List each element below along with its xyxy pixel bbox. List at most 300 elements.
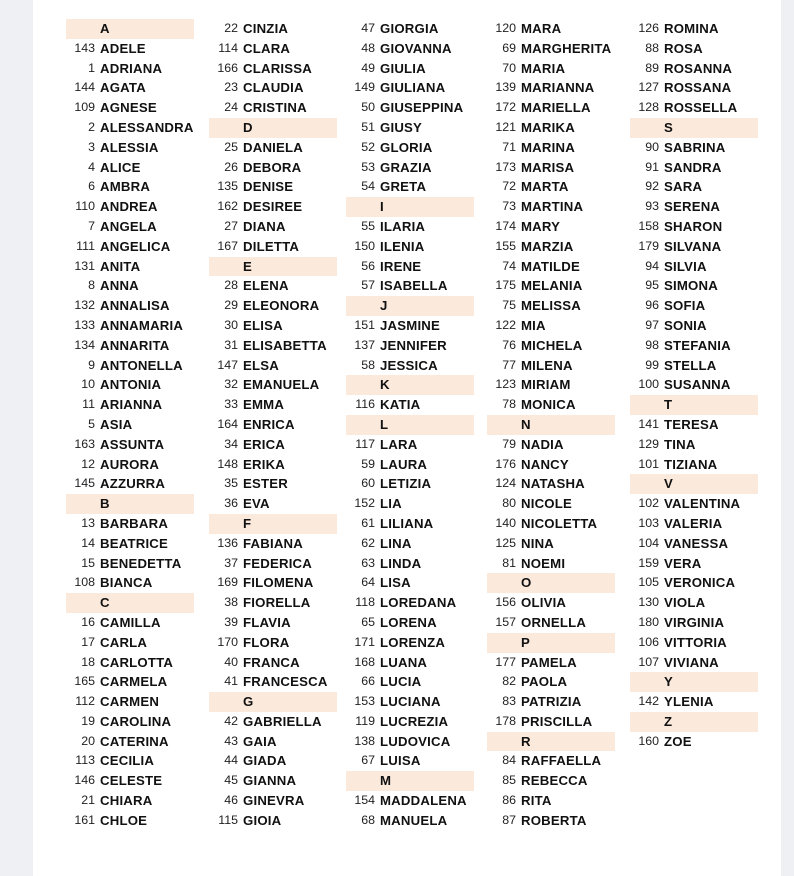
entry-number: 124 [495, 476, 516, 491]
entry-name: LUCIA [380, 674, 422, 690]
entry-number: 45 [224, 773, 238, 788]
entry-name: FLAVIA [243, 614, 291, 630]
entry-name: ANTONELLA [100, 357, 183, 373]
name-entry [209, 158, 337, 178]
entry-number: 164 [217, 416, 238, 431]
name-entry [66, 177, 194, 197]
entry-name: SILVIA [664, 258, 707, 274]
entry-number: 160 [638, 733, 659, 748]
entry-number: 158 [638, 218, 659, 233]
entry-name: CARLOTTA [100, 654, 174, 670]
name-entry [346, 712, 474, 732]
entry-number: 55 [361, 218, 375, 233]
section-letter: L [380, 416, 389, 432]
name-entry [209, 237, 337, 257]
name-entry [346, 257, 474, 277]
entry-number: 43 [224, 733, 238, 748]
entry-name: SIMONA [664, 278, 718, 294]
name-entry [346, 613, 474, 633]
name-entry [630, 237, 758, 257]
entry-name: DESIREE [243, 199, 303, 215]
entry-number: 52 [361, 139, 375, 154]
entry-name: GIORGIA [380, 21, 439, 36]
entry-name: MICHELA [521, 337, 583, 353]
entry-name: CLARISSA [243, 60, 313, 76]
names-column-1 [66, 19, 194, 831]
name-entry [209, 435, 337, 455]
name-entry [487, 316, 615, 336]
entry-name: MARY [521, 218, 561, 234]
entry-name: CECILIA [100, 753, 155, 769]
entry-number: 48 [361, 40, 375, 55]
name-entry [209, 653, 337, 673]
entry-name: GIADA [243, 753, 287, 769]
entry-name: ADELE [100, 40, 146, 56]
entry-name: DEBORA [243, 159, 302, 175]
entry-name: FRANCA [243, 654, 300, 670]
entry-number: 17 [81, 634, 95, 649]
name-entry [487, 257, 615, 277]
entry-number: 72 [502, 179, 516, 194]
name-entry [346, 356, 474, 376]
entry-number: 64 [361, 575, 375, 590]
entry-name: ELENA [243, 278, 289, 294]
entry-name: EVA [243, 496, 270, 512]
entry-number: 8 [88, 278, 95, 293]
entry-number: 22 [224, 21, 238, 35]
section-letter: R [521, 733, 531, 749]
name-entry [209, 455, 337, 475]
letter-section-header [630, 712, 758, 732]
section-letter: O [521, 575, 532, 591]
entry-name: SERENA [664, 199, 721, 215]
name-entry [346, 455, 474, 475]
entry-number: 154 [354, 793, 375, 808]
entry-name: ILENIA [380, 238, 425, 254]
entry-number: 137 [354, 337, 375, 352]
entry-number: 74 [502, 258, 516, 273]
name-entry [209, 712, 337, 732]
entry-number: 93 [645, 199, 659, 214]
entry-name: EMANUELA [243, 377, 320, 393]
name-entry [346, 276, 474, 296]
name-entry [209, 672, 337, 692]
name-entry [209, 395, 337, 415]
entry-name: VIOLA [664, 595, 706, 611]
name-entry [66, 811, 194, 831]
entry-name: ZOE [664, 733, 692, 749]
name-entry [487, 672, 615, 692]
entry-name: ROSSELLA [664, 100, 738, 116]
entry-name: LINA [380, 535, 412, 551]
letter-section-header [630, 474, 758, 494]
entry-number: 24 [224, 100, 238, 115]
entry-number: 34 [224, 436, 238, 451]
name-entry [346, 751, 474, 771]
name-entry [487, 98, 615, 118]
entry-name: FIORELLA [243, 595, 311, 611]
name-entry [66, 296, 194, 316]
section-letter: Y [664, 674, 673, 690]
entry-number: 173 [495, 159, 516, 174]
name-entry [66, 474, 194, 494]
name-entry [209, 177, 337, 197]
entry-name: JENNIFER [380, 337, 447, 353]
entry-name: GIANNA [243, 773, 297, 789]
name-entry [487, 138, 615, 158]
entry-number: 39 [224, 614, 238, 629]
entry-number: 99 [645, 357, 659, 372]
entry-number: 111 [76, 238, 95, 253]
name-entry [630, 177, 758, 197]
letter-section-header [209, 692, 337, 712]
name-entry [209, 751, 337, 771]
letter-section-header [209, 514, 337, 534]
entry-name: LIA [380, 496, 402, 512]
name-entry [346, 534, 474, 554]
entry-number: 101 [638, 456, 659, 471]
entry-name: CARMEN [100, 694, 160, 710]
entry-number: 118 [355, 595, 375, 610]
name-entry [209, 791, 337, 811]
entry-number: 102 [638, 496, 659, 511]
entry-name: LOREDANA [380, 595, 457, 611]
entry-name: MARA [521, 21, 562, 36]
name-entry [66, 415, 194, 435]
name-entry [209, 474, 337, 494]
entry-number: 30 [224, 317, 238, 332]
entry-number: 132 [74, 298, 95, 313]
entry-number: 133 [74, 317, 95, 332]
entry-number: 1 [88, 60, 95, 75]
name-entry [66, 118, 194, 138]
name-entry [209, 633, 337, 653]
entry-number: 59 [361, 456, 375, 471]
name-entry [209, 573, 337, 593]
entry-name: VIRGINIA [664, 614, 725, 630]
entry-number: 78 [502, 397, 516, 412]
entry-name: LISA [380, 575, 411, 591]
name-entry [630, 692, 758, 712]
entry-number: 163 [74, 436, 95, 451]
entry-number: 62 [361, 535, 375, 550]
entry-name: ALESSANDRA [100, 119, 194, 135]
entry-name: ROBERTA [521, 812, 587, 828]
entry-name: AZZURRA [100, 476, 166, 492]
entry-number: 63 [361, 555, 375, 570]
entry-number: 110 [75, 199, 95, 214]
letter-section-header [346, 197, 474, 217]
entry-number: 152 [354, 496, 375, 511]
name-entry [66, 158, 194, 178]
entry-number: 180 [638, 614, 659, 629]
entry-name: PATRIZIA [521, 694, 582, 710]
name-entry [209, 217, 337, 237]
name-entry [630, 276, 758, 296]
entry-name: BENEDETTA [100, 555, 182, 571]
entry-name: LILIANA [380, 515, 434, 531]
entry-number: 176 [495, 456, 516, 471]
entry-name: SARA [664, 179, 703, 195]
entry-name: MIRIAM [521, 377, 571, 393]
entry-name: LARA [380, 436, 418, 452]
entry-number: 85 [502, 773, 516, 788]
entry-name: LINDA [380, 555, 422, 571]
name-entry [630, 554, 758, 574]
name-entry [630, 217, 758, 237]
entry-number: 140 [495, 515, 516, 530]
name-entry [209, 732, 337, 752]
entry-name: ROSA [664, 40, 703, 56]
entry-name: GINEVRA [243, 793, 305, 809]
entry-number: 81 [502, 555, 516, 570]
entry-number: 126 [638, 21, 659, 35]
name-entry [209, 593, 337, 613]
letter-section-header [487, 732, 615, 752]
entry-name: ANTONIA [100, 377, 162, 393]
name-entry [66, 356, 194, 376]
entry-number: 16 [81, 614, 95, 629]
entry-number: 40 [224, 654, 238, 669]
entry-name: VALENTINA [664, 496, 741, 512]
entry-name: ELISA [243, 317, 283, 333]
name-entry [346, 653, 474, 673]
name-entry [487, 395, 615, 415]
name-entry [66, 554, 194, 574]
name-entry [66, 138, 194, 158]
name-entry [487, 158, 615, 178]
entry-number: 161 [74, 812, 95, 827]
entry-number: 131 [74, 258, 95, 273]
entry-number: 149 [354, 80, 375, 95]
entry-name: GIUSY [380, 119, 423, 135]
entry-number: 96 [645, 298, 659, 313]
name-entry [209, 59, 337, 79]
entry-number: 19 [81, 713, 95, 728]
entry-number: 156 [495, 595, 516, 610]
name-entry [487, 118, 615, 138]
entry-number: 88 [645, 40, 659, 55]
entry-number: 32 [224, 377, 238, 392]
entry-name: RAFFAELLA [521, 753, 602, 769]
entry-number: 98 [645, 337, 659, 352]
entry-number: 141 [638, 416, 659, 431]
name-entry [346, 237, 474, 257]
entry-name: YLENIA [664, 694, 714, 710]
entry-name: MATILDE [521, 258, 581, 274]
entry-number: 134 [74, 337, 95, 352]
entry-number: 77 [502, 357, 516, 372]
entry-number: 87 [502, 812, 516, 827]
section-letter: E [243, 258, 252, 274]
entry-name: NANCY [521, 456, 569, 472]
name-entry [209, 98, 337, 118]
entry-name: TERESA [664, 416, 719, 432]
name-entry [487, 514, 615, 534]
entry-name: ANITA [100, 258, 141, 274]
name-entry [66, 514, 194, 534]
entry-name: ANGELA [100, 218, 157, 234]
entry-name: OLIVIA [521, 595, 567, 611]
name-entry [346, 474, 474, 494]
entry-name: REBECCA [521, 773, 588, 789]
name-entry [630, 78, 758, 98]
name-entry [346, 692, 474, 712]
entry-number: 115 [218, 812, 238, 827]
entry-name: ROMINA [664, 21, 719, 36]
entry-name: CHLOE [100, 812, 148, 828]
name-entry [209, 316, 337, 336]
entry-name: ERICA [243, 436, 286, 452]
name-entry [66, 336, 194, 356]
name-entry [487, 276, 615, 296]
name-entry [487, 811, 615, 831]
entry-number: 66 [361, 674, 375, 689]
entry-name: LUISA [380, 753, 421, 769]
entry-number: 113 [75, 753, 95, 768]
entry-name: JESSICA [380, 357, 438, 373]
entry-name: PRISCILLA [521, 713, 593, 729]
entry-name: ARIANNA [100, 397, 163, 413]
name-entry [209, 296, 337, 316]
entry-number: 36 [224, 496, 238, 511]
entry-number: 41 [224, 674, 238, 689]
letter-section-header [66, 593, 194, 613]
entry-number: 49 [361, 60, 375, 75]
section-letter: S [664, 119, 673, 135]
entry-name: MARZIA [521, 238, 574, 254]
entry-name: ASIA [100, 416, 133, 432]
entry-name: AGATA [100, 80, 146, 96]
entry-number: 15 [81, 555, 95, 570]
entry-number: 144 [74, 80, 95, 95]
entry-name: NATASHA [521, 476, 585, 492]
entry-number: 172 [495, 100, 516, 115]
entry-number: 53 [361, 159, 375, 174]
entry-name: MELANIA [521, 278, 583, 294]
entry-number: 123 [495, 377, 516, 392]
name-entry [66, 455, 194, 475]
name-entry [346, 395, 474, 415]
entry-number: 179 [638, 238, 659, 253]
entry-number: 38 [224, 595, 238, 610]
name-entry [487, 653, 615, 673]
section-letter: T [664, 397, 673, 413]
entry-name: STEFANIA [664, 337, 731, 353]
name-entry [487, 78, 615, 98]
name-entry [487, 494, 615, 514]
section-letter: V [664, 476, 673, 492]
entry-number: 104 [638, 535, 659, 550]
name-entry [630, 19, 758, 39]
entry-name: TINA [664, 436, 696, 452]
name-entry [66, 78, 194, 98]
entry-number: 76 [502, 337, 516, 352]
entry-name: GAIA [243, 733, 277, 749]
entry-number: 170 [217, 634, 238, 649]
letter-section-header [346, 296, 474, 316]
name-entry [630, 593, 758, 613]
entry-number: 100 [638, 377, 659, 392]
entry-name: MARISA [521, 159, 575, 175]
entry-number: 121 [495, 119, 516, 134]
name-entry [487, 59, 615, 79]
name-entry [630, 613, 758, 633]
name-entry [487, 791, 615, 811]
entry-name: SABRINA [664, 139, 726, 155]
entry-number: 94 [645, 258, 659, 273]
name-entry [487, 177, 615, 197]
entry-number: 89 [645, 60, 659, 75]
name-entry [66, 395, 194, 415]
letter-section-header [487, 573, 615, 593]
entry-name: DILETTA [243, 238, 300, 254]
name-entry [487, 692, 615, 712]
entry-name: MELISSA [521, 298, 582, 314]
entry-name: NINA [521, 535, 555, 551]
name-entry [66, 534, 194, 554]
entry-number: 25 [224, 139, 238, 154]
entry-number: 91 [645, 159, 659, 174]
entry-name: DANIELA [243, 139, 304, 155]
entry-name: CLARA [243, 40, 291, 56]
name-entry [346, 435, 474, 455]
entry-number: 167 [217, 238, 238, 253]
letter-section-header [630, 395, 758, 415]
name-entry [66, 39, 194, 59]
entry-name: CATERINA [100, 733, 169, 749]
name-entry [630, 257, 758, 277]
letter-section-header [346, 771, 474, 791]
name-entry [346, 39, 474, 59]
entry-number: 112 [75, 694, 95, 709]
entry-number: 61 [361, 515, 375, 530]
entry-number: 169 [217, 575, 238, 590]
entry-number: 7 [88, 218, 95, 233]
entry-number: 120 [495, 21, 516, 35]
entry-name: ASSUNTA [100, 436, 165, 452]
name-entry [346, 138, 474, 158]
entry-name: GIOIA [243, 812, 282, 828]
name-entry [66, 732, 194, 752]
entry-number: 31 [224, 337, 238, 352]
entry-number: 107 [638, 654, 659, 669]
entry-number: 162 [217, 199, 238, 214]
name-entry [630, 494, 758, 514]
name-entry [630, 435, 758, 455]
entry-number: 27 [224, 218, 238, 233]
name-entry [66, 751, 194, 771]
entry-number: 119 [355, 713, 375, 728]
entry-number: 51 [361, 119, 375, 134]
entry-number: 2 [88, 119, 95, 134]
entry-name: FABIANA [243, 535, 304, 551]
letter-section-header [630, 672, 758, 692]
entry-number: 26 [224, 159, 238, 174]
letter-section-header [209, 257, 337, 277]
name-entry [487, 554, 615, 574]
entry-name: MARIKA [521, 119, 575, 135]
name-entry [630, 455, 758, 475]
name-entry [209, 811, 337, 831]
letter-section-header [209, 118, 337, 138]
entry-number: 86 [502, 793, 516, 808]
name-entry [346, 672, 474, 692]
entry-number: 6 [88, 179, 95, 194]
name-entry [346, 98, 474, 118]
entry-name: MARINA [521, 139, 575, 155]
entry-number: 42 [224, 713, 238, 728]
